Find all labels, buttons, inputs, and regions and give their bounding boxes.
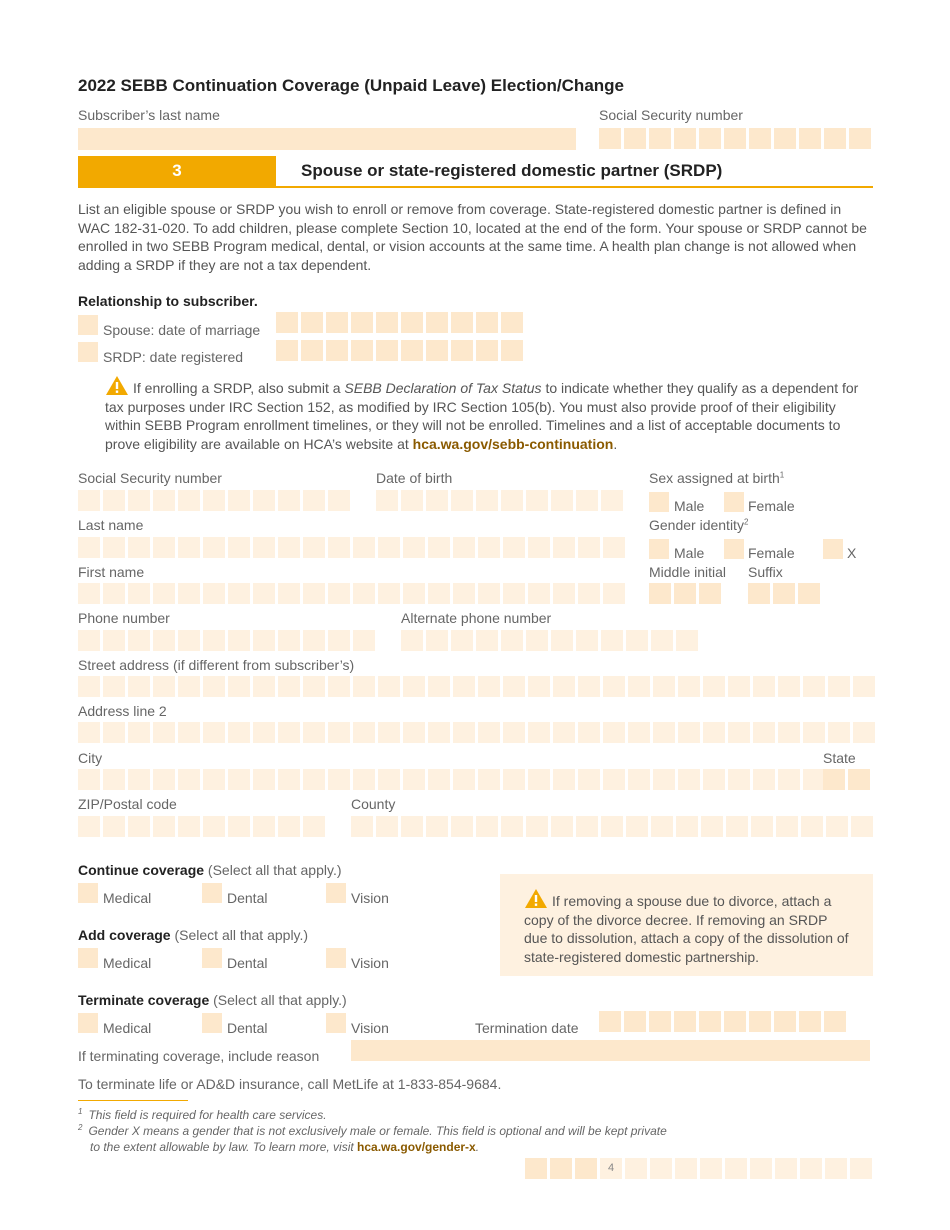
- add-medical-label: Medical: [103, 955, 152, 971]
- state-field[interactable]: [823, 769, 870, 790]
- gender-male-checkbox[interactable]: [649, 539, 669, 559]
- terminate-medical-checkbox[interactable]: [78, 1013, 98, 1033]
- ssn-label: Social Security number: [78, 470, 222, 486]
- add-vision-checkbox[interactable]: [326, 948, 346, 968]
- zip-label: ZIP/Postal code: [78, 796, 177, 812]
- gender-x-label: X: [847, 545, 857, 561]
- address2-field[interactable]: [78, 722, 875, 743]
- gender-female-checkbox[interactable]: [724, 539, 744, 559]
- county-field[interactable]: [351, 816, 873, 837]
- add-dental-checkbox[interactable]: [202, 948, 222, 968]
- continue-medical-label: Medical: [103, 890, 152, 906]
- gender-x-checkbox[interactable]: [823, 539, 843, 559]
- address2-label: Address line 2: [78, 703, 167, 719]
- county-label: County: [351, 796, 396, 812]
- sex-male-checkbox[interactable]: [649, 492, 669, 512]
- termination-date-field[interactable]: [599, 1011, 846, 1032]
- section-header: [78, 156, 873, 188]
- warning-text-pre: If enrolling a SRDP, also submit a: [133, 380, 345, 396]
- termination-date-label: Termination date: [475, 1020, 579, 1036]
- spouse-checkbox[interactable]: [78, 315, 98, 335]
- dob-label: Date of birth: [376, 470, 453, 486]
- sex-female-label: Female: [748, 498, 795, 514]
- footnote-2: $^2$ Gender X means a gender that is not exclusively male or female. This field is optional and will be kept private to the extent allowable by law. To learn more, visit hca.wa.gov/gender-x.: [78, 1123, 667, 1154]
- gender-female-label: Female: [748, 545, 795, 561]
- section-intro: List an eligible spouse or SRDP you wish to enroll or remove from coverage. State-registered domestic partner is defined in WAC 182-31-020. To add children, please complete Section 10, located at the end of the form. Your spouse or SRDP cannot be enrolled in two SEBB Program medical, dental, or vision accounts at the same time. A health plan change is not allowed when adding a SRDP if they are not a tax dependent.: [78, 201, 867, 273]
- middle-initial-label: Middle initial: [649, 564, 727, 580]
- alt-phone-field[interactable]: [401, 630, 698, 651]
- zip-field[interactable]: [78, 816, 325, 837]
- terminate-dental-label: Dental: [227, 1020, 268, 1036]
- srdp-label: SRDP: date registered: [103, 349, 244, 365]
- middle-initial-field[interactable]: [649, 583, 721, 604]
- marriage-date-field[interactable]: [276, 312, 523, 333]
- continue-medical-checkbox[interactable]: [78, 883, 98, 903]
- suffix-label: Suffix: [748, 564, 783, 580]
- ssn-field[interactable]: [78, 490, 350, 511]
- continue-vision-checkbox[interactable]: [326, 883, 346, 903]
- terminate-vision-label: Vision: [351, 1020, 389, 1036]
- section-title: Spouse or state-registered domestic partner (SRDP): [301, 161, 723, 180]
- alt-phone-label: Alternate phone number: [401, 610, 552, 626]
- terminate-coverage-heading: Terminate coverage (Select all that apply.): [78, 992, 347, 1008]
- last-name-field[interactable]: [78, 537, 625, 558]
- suffix-field[interactable]: [748, 583, 820, 604]
- add-vision-label: Vision: [351, 955, 389, 971]
- city-label: City: [78, 750, 103, 766]
- city-field[interactable]: [78, 769, 825, 790]
- page-number-strip: [525, 1158, 872, 1179]
- section-number: 3: [78, 156, 276, 186]
- first-name-label: First name: [78, 564, 145, 580]
- footnote-1: $^1$ This field is required for health care services.: [78, 1107, 327, 1122]
- street-field[interactable]: [78, 676, 875, 697]
- page-number: 4: [600, 1158, 622, 1179]
- add-coverage-heading: Add coverage (Select all that apply.): [78, 927, 309, 943]
- continue-dental-checkbox[interactable]: [202, 883, 222, 903]
- phone-field[interactable]: [78, 630, 375, 651]
- divorce-note-box: [500, 874, 873, 976]
- gender-x-link[interactable]: hca.wa.gov/gender-x: [357, 1139, 476, 1154]
- metlife-note: To terminate life or AD&D insurance, call MetLife at 1-833-854-9684.: [78, 1076, 502, 1092]
- subscriber-last-name-field[interactable]: [78, 128, 576, 150]
- continue-dental-label: Dental: [227, 890, 268, 906]
- form-title: 2022 SEBB Continuation Coverage (Unpaid Leave) Election/Change: [78, 76, 624, 95]
- warning-icon: [524, 888, 548, 909]
- warning-text-post: to indicate whether they qualify as a dependent for tax purposes under IRC Section 152, as modified by IRC Section 105(b). You must also provide proof of their eligibility within SEBB Program enrollment timelines, or they will not be enrolled. Timelines and a list of acceptable documents to prove eligibility are available on HCA’s website at: [105, 380, 859, 452]
- srdp-date-field[interactable]: [276, 340, 523, 361]
- termination-reason-label: If terminating coverage, include reason: [78, 1048, 320, 1064]
- phone-label: Phone number: [78, 610, 170, 626]
- footnote-divider: [78, 1100, 188, 1101]
- warning-icon: [105, 375, 129, 396]
- add-dental-label: Dental: [227, 955, 268, 971]
- warning-text-end: .: [613, 435, 618, 452]
- subscriber-last-name-label: Subscriber’s last name: [78, 107, 220, 123]
- terminate-medical-label: Medical: [103, 1020, 152, 1036]
- gender-male-label: Male: [674, 545, 705, 561]
- sex-female-checkbox[interactable]: [724, 492, 744, 512]
- dob-field[interactable]: [376, 490, 623, 511]
- continue-coverage-heading: Continue coverage (Select all that apply.): [78, 862, 342, 878]
- state-label: State: [823, 750, 856, 766]
- street-label: Street address (if different from subscriber’s): [78, 657, 355, 673]
- termination-reason-field[interactable]: [351, 1040, 870, 1061]
- srdp-checkbox[interactable]: [78, 342, 98, 362]
- subscriber-ssn-label: Social Security number: [599, 107, 743, 123]
- gender-label: Gender identity$^2$: [649, 517, 749, 533]
- last-name-label: Last name: [78, 517, 144, 533]
- warning-doc-name: SEBB Declaration of Tax Status: [344, 380, 542, 396]
- sex-label: Sex assigned at birth$^1$: [649, 470, 785, 486]
- srdp-warning: [105, 375, 875, 453]
- sex-male-label: Male: [674, 498, 705, 514]
- divorce-note-text: If removing a spouse due to divorce, attach a copy of the divorce decree. If removing an SRDP due to dissolution, attach a copy of the dissolution of state-registered domestic partnership.: [524, 893, 849, 965]
- terminate-vision-checkbox[interactable]: [326, 1013, 346, 1033]
- subscriber-ssn-field[interactable]: [599, 128, 871, 149]
- first-name-field[interactable]: [78, 583, 625, 604]
- spouse-label: Spouse: date of marriage: [103, 322, 261, 338]
- add-medical-checkbox[interactable]: [78, 948, 98, 968]
- terminate-dental-checkbox[interactable]: [202, 1013, 222, 1033]
- continue-vision-label: Vision: [351, 890, 389, 906]
- relationship-heading: Relationship to subscriber.: [78, 293, 258, 309]
- sebb-continuation-link[interactable]: hca.wa.gov/sebb-continuation: [412, 435, 614, 452]
